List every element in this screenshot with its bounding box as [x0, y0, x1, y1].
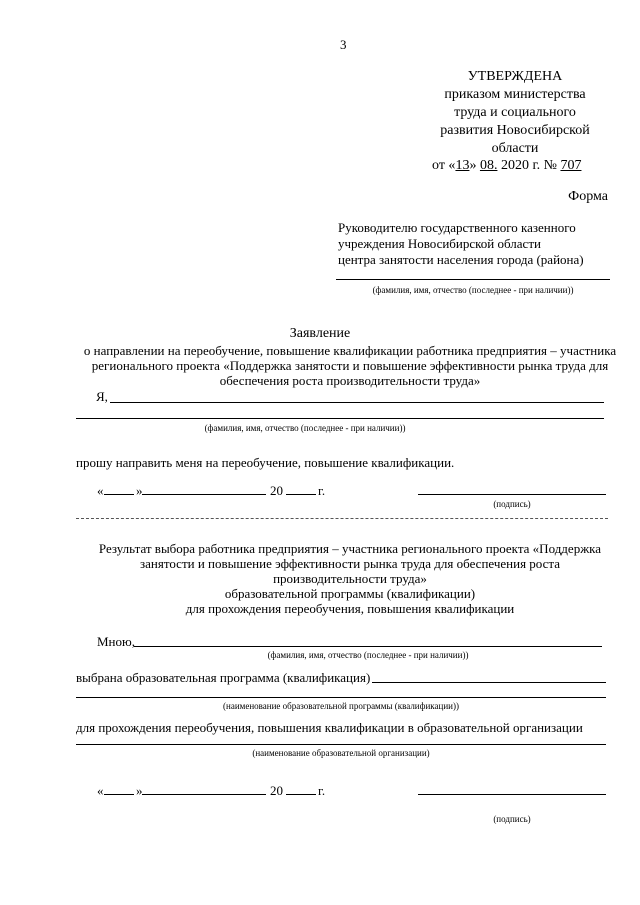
- result-year-prefix: 20: [270, 783, 283, 798]
- statement-signature-caption: (подпись): [493, 499, 531, 509]
- approval-date-mid: »: [469, 158, 480, 173]
- org-field[interactable]: [76, 744, 606, 745]
- page-number: 3: [340, 37, 347, 52]
- result-year-field[interactable]: [286, 794, 316, 795]
- result-date-close: »: [136, 783, 143, 798]
- statement-year-suffix: г.: [318, 483, 326, 498]
- approval-line-2: труда и социального: [454, 105, 576, 120]
- statement-year-field[interactable]: [286, 494, 316, 495]
- approval-year: 2020 г. №: [497, 158, 561, 173]
- program-label: выбрана образовательная программа (квалификация): [76, 670, 371, 685]
- approval-line-4: области: [491, 141, 539, 156]
- request-text: прошу направить меня на переобучение, повышение квалификации.: [76, 455, 455, 470]
- addressee-line-3: центра занятости населения города (района): [338, 252, 584, 267]
- result-year-suffix: г.: [318, 783, 326, 798]
- cut-line-separator: [76, 518, 608, 519]
- i-label: Я,: [96, 389, 108, 404]
- applicant-name-caption: (фамилия, имя, отчество (последнее - при наличии)): [204, 423, 406, 433]
- result-date-open: «: [97, 783, 104, 798]
- result-month-field[interactable]: [142, 794, 266, 795]
- to-label: Мною,: [97, 634, 135, 649]
- addressee-caption: (фамилия, имя, отчество (последнее - при наличии)): [372, 285, 574, 295]
- program-caption: (наименование образовательной программы (квалификации)): [223, 701, 459, 711]
- result-line-1: Результат выбора работника предприятия – участника регионального проекта «Поддержка: [98, 541, 602, 556]
- result-line-5: для прохождения переобучения, повышения квалификации: [185, 601, 515, 616]
- result-line-4: образовательной программы (квалификации): [224, 586, 476, 601]
- approval-line-1: приказом министерства: [444, 87, 586, 102]
- statement-signature-field[interactable]: [418, 494, 606, 495]
- statement-year-prefix: 20: [270, 483, 283, 498]
- approval-date: [432, 158, 581, 174]
- result-line-2: занятости и повышение эффективности рынка труда для обеспечения роста: [140, 556, 560, 571]
- org-label: для прохождения переобучения, повышения квалификации в образовательной организации: [76, 720, 583, 735]
- form-label: Форма: [568, 189, 608, 204]
- statement-line-2: регионального проекта «Поддержка занятости и повышение эффективности рынка труда для: [91, 358, 609, 373]
- result-signature-caption: (подпись): [493, 814, 531, 824]
- statement-day-field[interactable]: [104, 494, 134, 495]
- statement-month-field[interactable]: [142, 494, 266, 495]
- approval-title: УТВЕРЖДЕНА: [467, 69, 563, 84]
- result-name-caption: (фамилия, имя, отчество (последнее - при наличии)): [267, 650, 469, 660]
- statement-date-open: «: [97, 483, 104, 498]
- org-caption: (наименование образовательной организации): [252, 748, 430, 758]
- addressee-line-1: Руководителю государственного казенного: [338, 220, 576, 235]
- applicant-name-line-1[interactable]: [110, 402, 604, 403]
- addressee-line-2: учреждения Новосибирской области: [338, 236, 541, 251]
- approval-day: 13: [455, 158, 470, 173]
- program-field-2[interactable]: [76, 697, 606, 698]
- approval-number: 707: [560, 158, 582, 173]
- result-name-field[interactable]: [134, 646, 602, 647]
- statement-line-1: о направлении на переобучение, повышение квалификации работника предприятия – участника: [83, 343, 617, 358]
- program-field-1[interactable]: [372, 682, 606, 683]
- result-signature-field[interactable]: [418, 794, 606, 795]
- statement-date-close: »: [136, 483, 143, 498]
- approval-date-prefix: от «: [432, 158, 456, 173]
- approval-month: 08.: [479, 158, 498, 173]
- statement-title: Заявление: [289, 326, 351, 341]
- approval-line-3: развития Новосибирской: [440, 123, 590, 138]
- statement-line-3: обеспечения роста производительности труда»: [219, 373, 481, 388]
- applicant-name-line-2[interactable]: [76, 418, 604, 419]
- result-line-3: производительности труда»: [273, 571, 427, 586]
- addressee-name-line[interactable]: [336, 279, 610, 280]
- result-day-field[interactable]: [104, 794, 134, 795]
